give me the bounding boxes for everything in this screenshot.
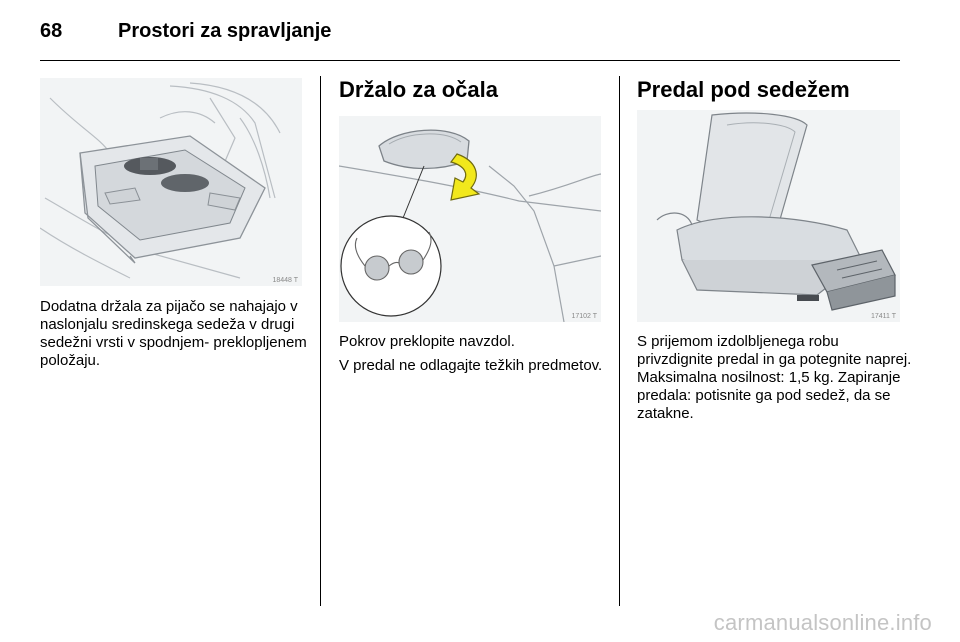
glasses-holder-drawing bbox=[339, 116, 601, 322]
drawer-drawing bbox=[637, 110, 900, 322]
figure-code: 18448 T bbox=[272, 277, 298, 284]
column-divider-1 bbox=[320, 76, 321, 606]
cup-holder-text: Dodatna držala za pijačo se nahajajo v naslonjalu sredinskega sedeža v drugi sedežni vrsti v spodnjem- preklopljenem položaju. bbox=[40, 298, 307, 369]
watermark: carmanualsonline.info bbox=[713, 610, 932, 635]
section-heading: Držalo za očala bbox=[339, 77, 498, 102]
glasses-holder-heading-wrap bbox=[339, 76, 498, 104]
column-divider-2 bbox=[619, 76, 620, 606]
drawer-illustration bbox=[637, 110, 900, 322]
glasses-holder-text-2: V predal ne odlagajte težkih predmetov. bbox=[339, 357, 603, 374]
drawer-text: S prijemom izdolbljenega robu privzdignite predal in ga potegnite naprej. Maksimalna nosilnost: 1,5 kg. Zapiranje predala: potisnite ga pod sedež, da se zatakne. bbox=[637, 333, 912, 422]
cup-holder-illustration bbox=[40, 78, 302, 286]
cup-holder-drawing bbox=[40, 78, 302, 286]
figure-code: 17102 T bbox=[571, 313, 597, 320]
section-heading: Predal pod sedežem bbox=[637, 77, 850, 102]
figure-code: 17411 T bbox=[870, 313, 896, 320]
header-rule bbox=[40, 60, 900, 61]
page-title: Prostori za spravljanje bbox=[118, 20, 332, 42]
page-number: 68 bbox=[40, 20, 63, 42]
page-header bbox=[40, 18, 900, 58]
drawer-heading-wrap bbox=[637, 76, 850, 104]
glasses-holder-text-1: Pokrov preklopite navzdol. bbox=[339, 333, 515, 350]
glasses-holder-illustration bbox=[339, 116, 601, 322]
